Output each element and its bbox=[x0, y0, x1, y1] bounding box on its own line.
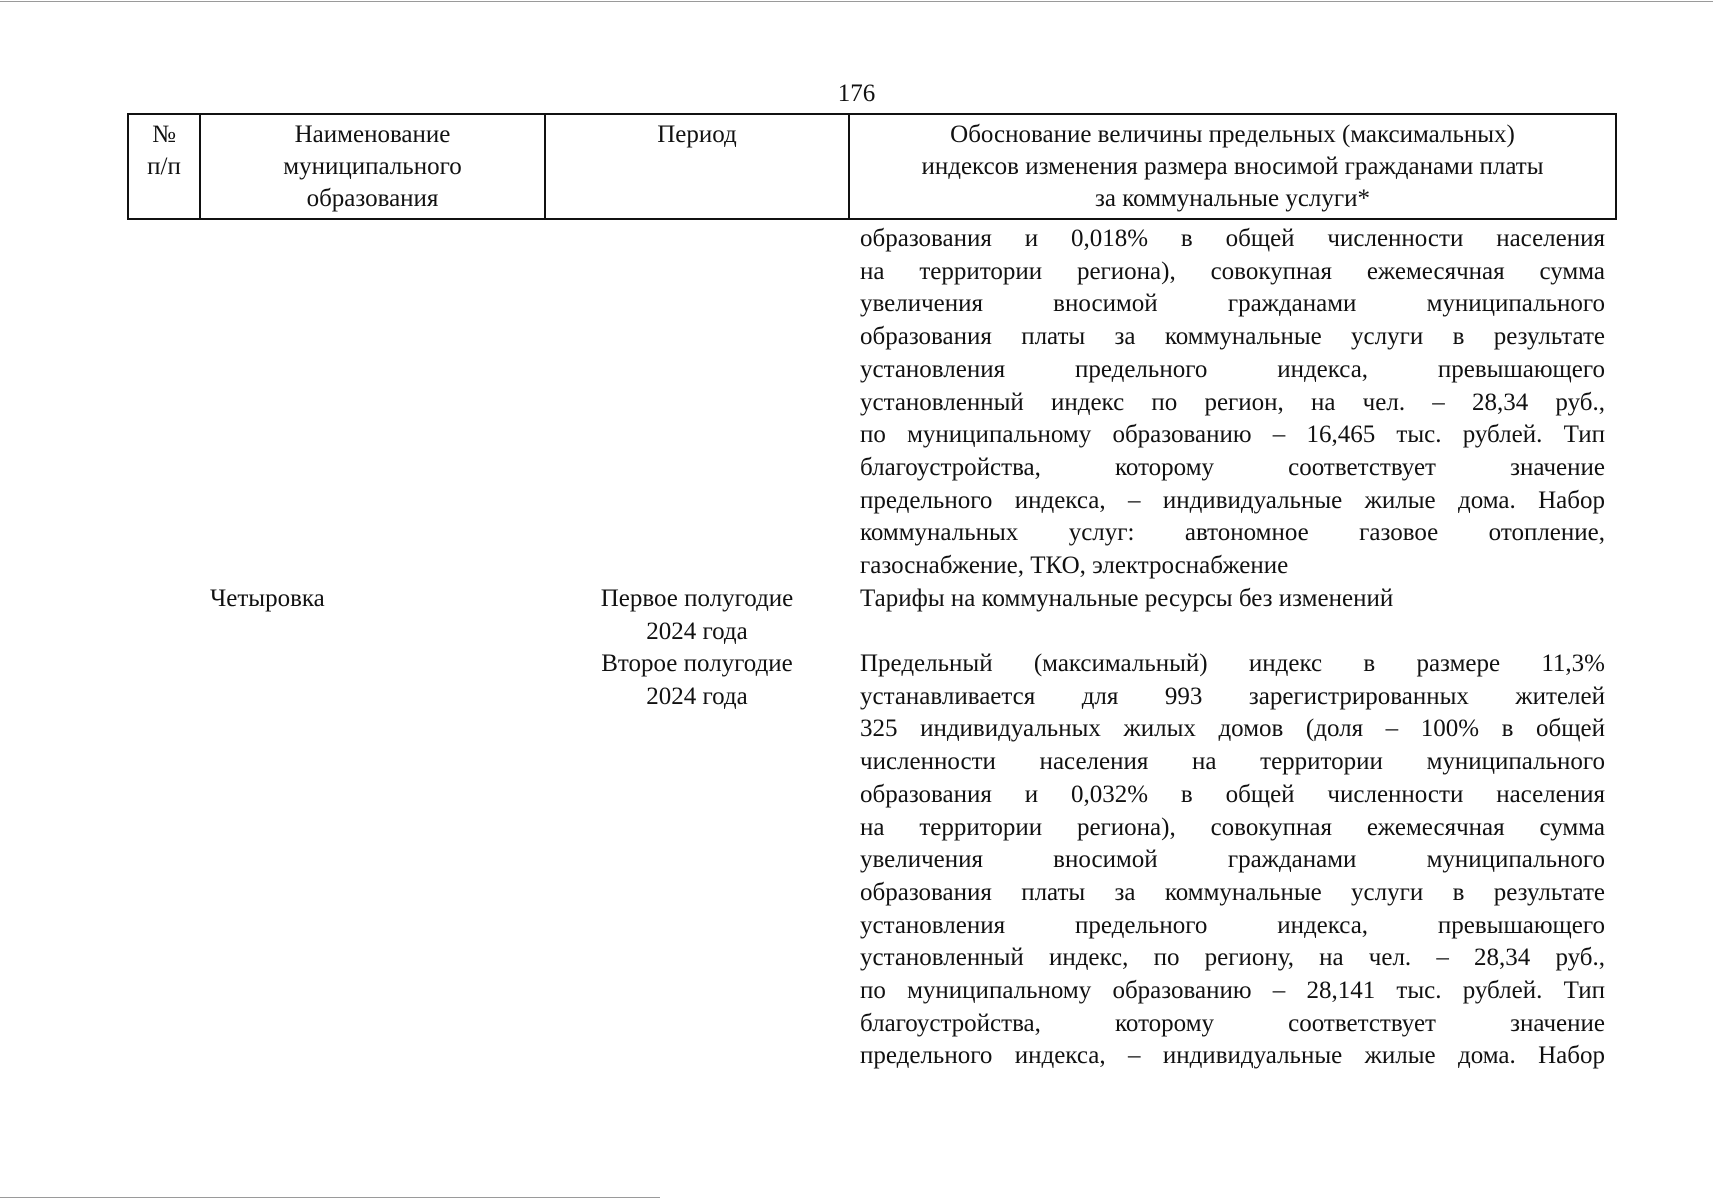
justification-line: на территории региона), совокупная ежемесячная сумма bbox=[860, 813, 1605, 841]
justification-line: образования и 0,032% в общей численности населения bbox=[860, 780, 1605, 808]
justification-line: установления предельного индекса, превышающего bbox=[860, 355, 1605, 383]
header-col-name: Наименование муниципального образования bbox=[200, 114, 545, 219]
justification-line: коммунальных услуг: автономное газовое отопление, bbox=[860, 519, 1605, 547]
justification-line: образования платы за коммунальные услуги в результате bbox=[860, 878, 1605, 906]
justification-line: устанавливается для 993 зарегистрированных жителей bbox=[860, 682, 1605, 710]
header-col-period: Период bbox=[545, 114, 849, 219]
justification-first-half: Тарифы на коммунальные ресурсы без изменений bbox=[860, 585, 1394, 612]
justification-line: по муниципальному образованию – 28,141 тыс. рублей. Тип bbox=[860, 977, 1605, 1005]
justification-line: увеличения вносимой гражданами муниципального bbox=[860, 846, 1605, 874]
period-first-half: Первое полугодие 2024 года bbox=[600, 585, 794, 645]
justification-line: предельного индекса, – индивидуальные жилые дома. Набор bbox=[860, 1042, 1605, 1070]
continuation-justification bbox=[860, 223, 1605, 583]
justification-line: установленный индекс, по региону, на чел. – 28,34 руб., bbox=[860, 944, 1605, 972]
header-row bbox=[128, 114, 1616, 219]
scan-edge-top bbox=[0, 1, 1713, 2]
header-col-number: № п/п bbox=[128, 114, 200, 219]
justification-line: увеличения вносимой гражданами муниципального bbox=[860, 290, 1605, 318]
justification-line: газоснабжение, ТКО, электроснабжение bbox=[860, 552, 1289, 580]
header-col-justification: Обоснование величины предельных (максимальных) индексов изменения размера вносимой гражданами платы за коммунальные услуги* bbox=[849, 114, 1616, 219]
justification-second-half bbox=[860, 648, 1605, 1073]
justification-line: 325 индивидуальных жилых домов (доля – 100% в общей bbox=[860, 715, 1605, 743]
table-header bbox=[127, 113, 1617, 220]
justification-line: предельного индекса, – индивидуальные жилые дома. Набор bbox=[860, 486, 1605, 514]
justification-line: установления предельного индекса, превышающего bbox=[860, 911, 1605, 939]
justification-line: благоустройства, которому соответствует значение bbox=[860, 1009, 1605, 1037]
justification-line: благоустройства, которому соответствует значение bbox=[860, 453, 1605, 481]
justification-line: по муниципальному образованию – 16,465 тыс. рублей. Тип bbox=[860, 421, 1605, 449]
municipality-name: Четыровка bbox=[210, 585, 325, 612]
period-second-half: Второе полугодие 2024 года bbox=[601, 650, 793, 710]
page-number: 176 bbox=[837, 80, 876, 107]
justification-line: численности населения на территории муниципального bbox=[860, 748, 1605, 776]
justification-line: Предельный (максимальный) индекс в размере 11,3% bbox=[860, 650, 1605, 677]
justification-line: установленный индекс по регион, на чел. – 28,34 руб., bbox=[860, 388, 1605, 416]
scan-edge-bottom bbox=[0, 1197, 660, 1198]
justification-line: образования и 0,018% в общей численности населения bbox=[860, 225, 1605, 252]
justification-line: на территории региона), совокупная ежемесячная сумма bbox=[860, 257, 1605, 285]
justification-line: образования платы за коммунальные услуги в результате bbox=[860, 323, 1605, 351]
